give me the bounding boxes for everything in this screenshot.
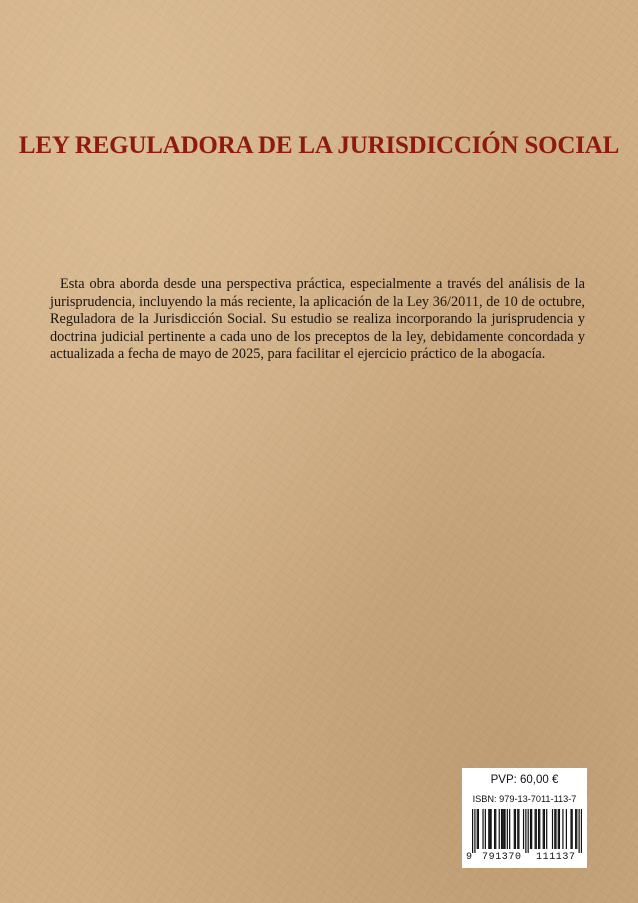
barcode-bar (572, 809, 573, 849)
barcode-first-digit: 9 (466, 852, 473, 863)
barcode-bar (523, 809, 524, 849)
barcode-bar (501, 809, 502, 849)
barcode-bar (575, 809, 576, 849)
barcode-bar (552, 809, 553, 849)
barcode-bar (530, 809, 531, 849)
barcode-bar (504, 809, 505, 849)
barcode-bar (538, 809, 539, 849)
barcode-bar (514, 809, 515, 849)
barcode-bar (507, 809, 508, 849)
barcode-bar (544, 809, 545, 849)
barcode-bar (488, 809, 489, 849)
barcode-bar (503, 809, 504, 849)
barcode-bar (477, 809, 478, 849)
barcode-bar (517, 809, 518, 849)
barcode-bar (509, 809, 510, 849)
barcode-bar (562, 809, 563, 849)
barcode-bar (494, 809, 495, 849)
barcode-bar (482, 809, 483, 849)
barcode-bar (502, 809, 503, 849)
barcode-bar (515, 809, 516, 849)
barcode-bar (528, 809, 529, 853)
barcode-bar (531, 809, 532, 849)
barcode-left-group: 791370 (482, 852, 522, 863)
barcode-bar (491, 809, 492, 849)
barcode-bar (518, 809, 519, 849)
barcode-bar (474, 809, 475, 853)
barcode-digits (466, 852, 584, 864)
barcode-bar (555, 809, 556, 849)
price-label (462, 768, 587, 868)
barcode-bar (566, 809, 567, 849)
barcode-bar (576, 809, 577, 849)
barcode-bar (525, 809, 526, 853)
barcode-bar (579, 809, 580, 853)
isbn-text: ISBN: 979-13-7011-113-7 (472, 794, 577, 804)
barcode-bar (559, 809, 560, 849)
barcode (466, 807, 582, 865)
barcode-right-group: 111137 (536, 852, 576, 863)
price-text: PVP: 60,00 € (490, 774, 559, 786)
barcode-bar (539, 809, 540, 849)
barcode-bar (472, 809, 473, 853)
barcode-bar (536, 809, 537, 849)
barcode-icon (472, 809, 582, 853)
barcode-bar (535, 809, 536, 849)
barcode-bar (570, 809, 571, 849)
barcode-bar (543, 809, 544, 849)
barcode-bar (546, 809, 547, 849)
barcode-bar (554, 809, 555, 849)
barcode-bar (581, 809, 582, 853)
barcode-bar (499, 809, 500, 849)
barcode-bar (478, 809, 479, 849)
barcode-bar (495, 809, 496, 849)
barcode-bar (558, 809, 559, 849)
book-title: LEY REGULADORA DE LA JURISDICCIÓN SOCIAL (18, 132, 620, 159)
book-description: Esta obra aborda desde una perspectiva práctica, especialmente a través del análisis de la jurisprudencia, incluyendo la más reciente, la aplicación de la Ley 36/2011, de 10 de octubre, Reguladora de la Jurisdicción Social. Su estudio se realiza incorporando la jurisprudencia y doctrina judicial pertinente a cada uno de los preceptos de la ley, debidamente concordada y actualizada a fecha de mayo de 2025, para facilitar el ejercicio práctico de la abogacía. (50, 276, 585, 362)
barcode-bar (485, 809, 486, 849)
barcode-bar (489, 809, 490, 849)
